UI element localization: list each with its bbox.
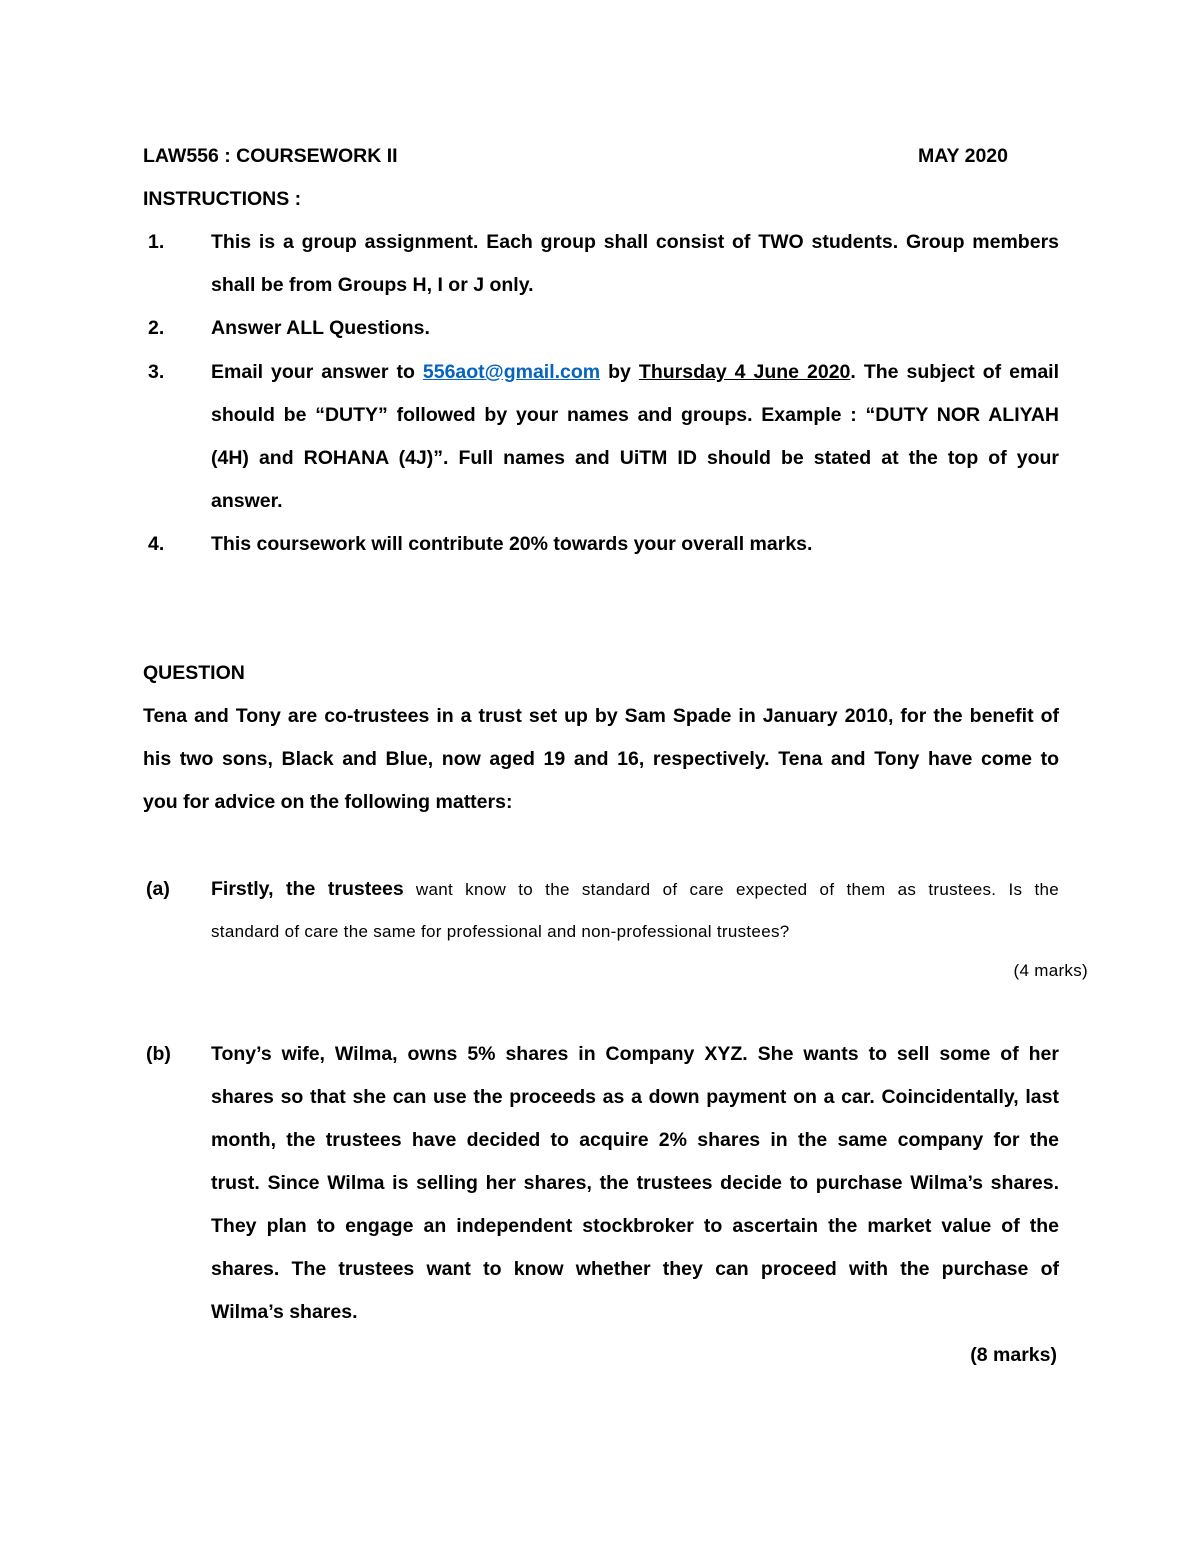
part-b-line-5: They plan to engage an independent stockbroker to ascertain the market value of the <box>211 1215 1059 1237</box>
instruction-number-3: 3. <box>148 361 165 383</box>
part-a-bold-lead: Firstly, the trustees <box>211 878 404 900</box>
part-b-line-4: trust. Since Wilma is selling her shares, the trustees decide to purchase Wilma’s shares. <box>211 1172 1059 1194</box>
instruction-3-line-4: answer. <box>211 490 283 512</box>
part-b-line-7: Wilma’s shares. <box>211 1301 358 1323</box>
instructions-heading: INSTRUCTIONS : <box>143 188 302 210</box>
instruction-3-prefix: Email your answer to <box>211 361 423 383</box>
part-b-line-3: month, the trustees have decided to acquire 2% shares in the same company for the <box>211 1129 1059 1151</box>
instruction-number-1: 1. <box>148 231 165 253</box>
question-heading: QUESTION <box>143 662 245 684</box>
course-title: LAW556 : COURSEWORK II <box>143 145 398 167</box>
instruction-3-line-1 <box>211 351 1059 394</box>
part-a-line-1 <box>211 868 1059 911</box>
instruction-1-line-2: shall be from Groups H, I or J only. <box>211 274 534 296</box>
instruction-3-line-2: should be “DUTY” followed by your names and groups. Example : “DUTY NOR ALIYAH <box>211 404 1059 426</box>
part-b-marks: (8 marks) <box>970 1344 1057 1366</box>
instruction-number-4: 4. <box>148 533 165 555</box>
part-a-line-2-text: standard of care the same for professional and non-professional trustees? <box>211 922 790 941</box>
instruction-4-line-1: This coursework will contribute 20% towards your overall marks. <box>211 533 813 555</box>
instruction-3-line-3: (4H) and ROHANA (4J)”. Full names and UiTM ID should be stated at the top of your <box>211 447 1059 469</box>
email-link[interactable]: 556aot@gmail.com <box>422 361 601 383</box>
instruction-2-line-1: Answer ALL Questions. <box>211 317 430 339</box>
part-a-marks <box>1014 949 1088 992</box>
instruction-1-line-1: This is a group assignment. Each group shall consist of TWO students. Group members <box>211 231 1059 253</box>
part-b-line-1: Tony’s wife, Wilma, owns 5% shares in Company XYZ. She wants to sell some of her <box>211 1043 1059 1065</box>
part-a-line-2 <box>211 910 1059 953</box>
question-intro-line-2: his two sons, Black and Blue, now aged 19 and 16, respectively. Tena and Tony have come to <box>143 748 1059 770</box>
deadline-date: Thursday 4 June 2020 <box>638 361 851 383</box>
part-a-label: (a) <box>146 878 170 900</box>
question-intro-line-3: you for advice on the following matters: <box>143 791 513 813</box>
part-b-line-6: shares. The trustees want to know whether they can proceed with the purchase of <box>211 1258 1059 1280</box>
question-intro-line-1: Tena and Tony are co-trustees in a trust set up by Sam Spade in January 2010, for the benefit of <box>143 705 1059 727</box>
instruction-number-2: 2. <box>148 317 165 339</box>
course-date: MAY 2020 <box>918 145 1008 167</box>
part-a-rest: want know to the standard of care expected of them as trustees. Is the <box>403 880 1059 899</box>
part-b-line-2: shares so that she can use the proceeds as a down payment on a car. Coincidentally, last <box>211 1086 1059 1108</box>
part-b-label: (b) <box>146 1043 171 1065</box>
instruction-3-suffix: . The subject of email <box>850 361 1060 383</box>
instruction-3-by: by <box>600 361 639 383</box>
part-a-marks-text: (4 marks) <box>1013 961 1088 980</box>
